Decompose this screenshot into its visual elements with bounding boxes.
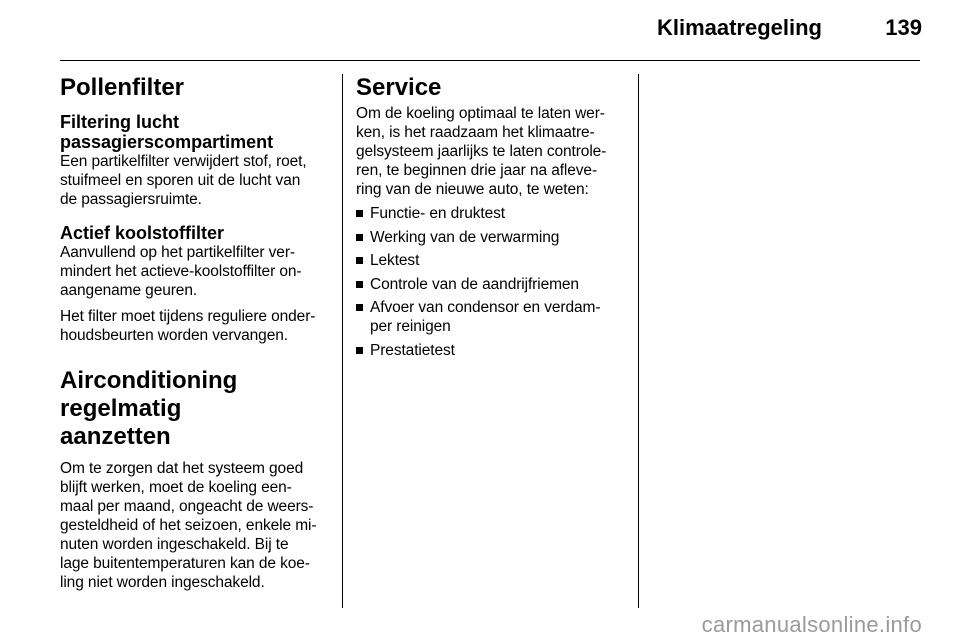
subsection-title-koolstoffilter: Actief koolstoffilter: [60, 223, 225, 243]
paragraph-filter-vervangen: [60, 307, 328, 345]
square-bullet-icon: [356, 210, 363, 217]
service-checklist: [356, 204, 624, 360]
column-divider-left: [342, 74, 343, 608]
text-line: Een partikelfilter verwijdert stof, roet,: [60, 153, 307, 170]
text-line: Aanvullend op het partikelfilter ver-: [60, 244, 295, 261]
column-divider-right: [638, 74, 639, 608]
text-line: Om te zorgen dat het systeem goed: [60, 460, 304, 477]
paragraph-filtering: [60, 152, 328, 209]
text-line: houdsbeurten worden vervangen.: [60, 327, 288, 344]
text-line: de passagiersruimte.: [60, 191, 202, 208]
paragraph-service-intro: [356, 104, 624, 199]
text-line: blijft werken, moet de koeling een-: [60, 479, 292, 496]
square-bullet-icon: [356, 304, 363, 311]
column-1: [60, 74, 328, 592]
section-title-line: aanzetten: [60, 423, 171, 450]
list-item-text: Functie- en druktest: [370, 205, 505, 222]
list-item: [356, 228, 624, 247]
text-line: gesteldheid of het seizoen, enkele mi-: [60, 517, 317, 534]
list-item: [356, 251, 624, 270]
list-item: [356, 204, 624, 223]
section-title-line: Airconditioning regelmatig: [60, 367, 238, 422]
section-title-airconditioning: [60, 367, 328, 451]
square-bullet-icon: [356, 234, 363, 241]
list-item-text: per reinigen: [370, 318, 451, 335]
text-line: nuten worden ingeschakeld. Bij te: [60, 536, 289, 553]
text-line: ring van de nieuwe auto, te weten:: [356, 181, 589, 198]
square-bullet-icon: [356, 281, 363, 288]
list-item-text: Werking van de verwarming: [370, 228, 560, 246]
page-number: 139: [885, 15, 922, 40]
paragraph-airconditioning: [60, 459, 328, 592]
list-item: [356, 341, 624, 360]
watermark-text: carmanualsonline.info: [701, 612, 922, 637]
text-line: gelsysteem jaarlijks te laten controle-: [356, 143, 607, 160]
text-line: aangename geuren.: [60, 282, 198, 299]
list-item-text: Controle van de aandrijfriemen: [370, 275, 579, 293]
column-2: [356, 74, 624, 364]
text-line: ken, is het raadzaam het klimaatre-: [356, 124, 595, 141]
text-line: maal per maand, ongeacht de weers-: [60, 498, 314, 515]
section-title-pollenfilter: Pollenfilter: [60, 74, 185, 101]
square-bullet-icon: [356, 257, 363, 264]
text-line: Om de koeling optimaal te laten wer-: [356, 105, 605, 122]
paragraph-koolstoffilter: [60, 243, 328, 300]
subsection-title-line: passagierscompartiment: [60, 132, 274, 152]
list-item: [356, 298, 624, 336]
section-title-service: Service: [356, 74, 442, 101]
text-line: Het filter moet tijdens reguliere onder-: [60, 308, 316, 325]
running-header-title: Klimaatregeling: [656, 15, 822, 40]
list-item: [356, 275, 624, 294]
subsection-title-filtering: [60, 112, 328, 152]
text-line: ling niet worden ingeschakeld.: [60, 574, 265, 591]
text-line: ren, te beginnen drie jaar na afleve-: [356, 162, 598, 179]
text-line: stuifmeel en sporen uit de lucht van: [60, 172, 301, 189]
square-bullet-icon: [356, 347, 363, 354]
header-rule: [60, 60, 920, 61]
text-line: mindert het actieve-koolstoffilter on-: [60, 263, 302, 280]
subsection-title-line: Filtering lucht: [60, 112, 179, 132]
list-item-text: Prestatietest: [370, 341, 455, 359]
list-item-text: Afvoer van condensor en verdam-: [370, 299, 601, 316]
list-item-text: Lektest: [370, 252, 420, 269]
text-line: lage buitentemperaturen kan de koe-: [60, 555, 310, 572]
